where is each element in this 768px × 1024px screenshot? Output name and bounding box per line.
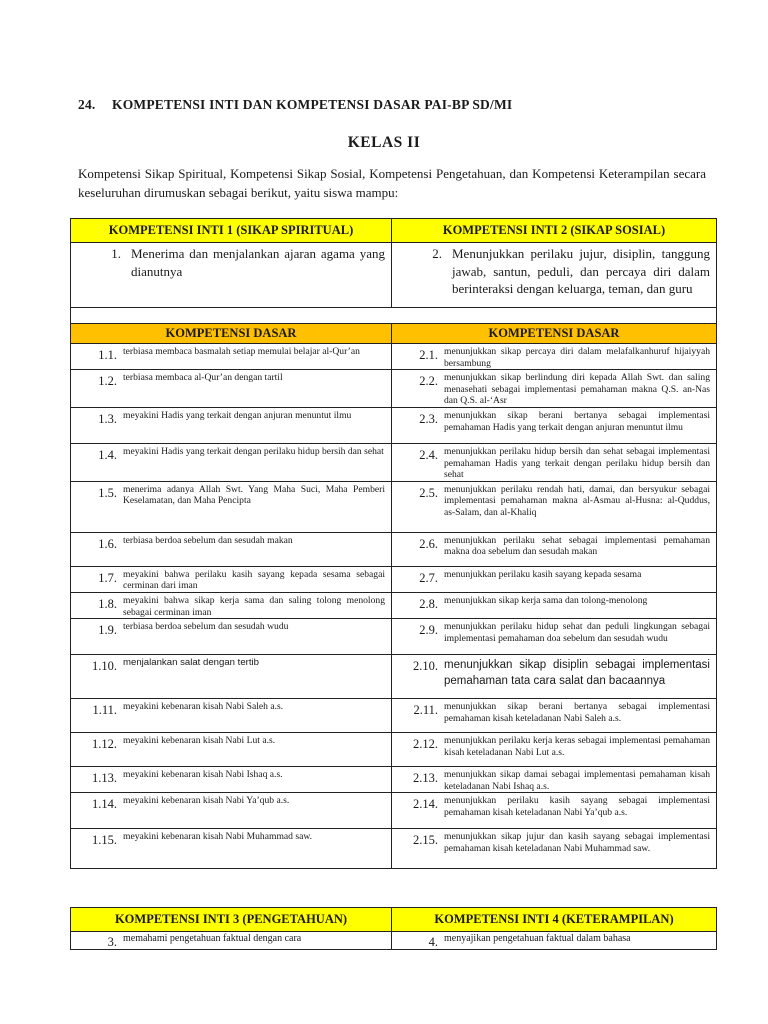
kd-row — [71, 344, 717, 370]
kd-number: 1.11. — [92, 703, 117, 718]
section-number: 24. — [78, 97, 96, 112]
kd-row — [71, 793, 717, 829]
kd-text: menunjukkan sikap berlindung diri kepada Allah Swt. dan saling menasehati sebagai implementasi pemahaman makna Q.S. an-Nas dan Q.S. al-‘Asr — [444, 372, 710, 407]
kd-cell-ki1 — [71, 532, 392, 566]
competency-table-ki3-ki4 — [70, 907, 717, 950]
ki2-header: KOMPETENSI INTI 2 (SIKAP SOSIAL) — [392, 219, 717, 243]
kd-row — [71, 829, 717, 869]
kd-cell-ki2 — [392, 733, 717, 767]
kd-header-left: KOMPETENSI DASAR — [71, 324, 392, 344]
kd-number: 1.3. — [98, 411, 117, 426]
kd-number: 1.13. — [92, 771, 117, 786]
kd-cell-ki1 — [71, 344, 392, 370]
kd-cell-ki1 — [71, 733, 392, 767]
kd-text: menjalankan salat dengan tertib — [123, 657, 260, 669]
kd-text: meyakini bahwa perilaku kasih sayang kepada sesama sebagai cerminan dari iman — [123, 568, 385, 592]
kd-number: 1.4. — [98, 447, 117, 462]
kd-text: menunjukkan perilaku sehat sebagai implementasi pemahaman makna doa sebelum dan sesudah makan — [444, 534, 710, 558]
kd-text: menunjukkan perilaku kerja keras sebagai implementasi pemahaman kisah keteladanan Nabi Lut a.s. — [444, 735, 710, 758]
kd-number: 2.4. — [419, 447, 438, 462]
ki4-text: menyajikan pengetahuan faktual dalam bahasa — [444, 933, 631, 944]
kd-cell-ki1 — [71, 370, 392, 408]
kd-number: 2.2. — [419, 374, 438, 389]
kd-cell-ki2 — [392, 481, 717, 532]
kd-number: 1.6. — [98, 536, 117, 551]
kd-row — [71, 655, 717, 699]
kd-row — [71, 733, 717, 767]
kd-number: 1.2. — [98, 374, 117, 389]
kd-cell-ki1 — [71, 481, 392, 532]
kd-text: menerima adanya Allah Swt. Yang Maha Suci, Maha Pemberi Keselamatan, dan Maha Pencipta — [123, 483, 385, 507]
kd-text: menunjukkan sikap kerja sama dan tolong-menolong — [444, 594, 648, 606]
kd-cell-ki2 — [392, 793, 717, 829]
kd-cell-ki1 — [71, 592, 392, 618]
kd-text: menunjukkan perilaku hidup sehat dan peduli lingkungan sebagai implementasi pemahaman doa sebelum dan sesudah wudu — [444, 621, 710, 644]
kd-rows — [71, 344, 717, 869]
kd-cell-ki2 — [392, 829, 717, 869]
kd-number: 1.8. — [98, 596, 117, 611]
ki4-cell — [392, 932, 717, 950]
kd-cell-ki1 — [71, 699, 392, 733]
ki4-header: KOMPETENSI INTI 4 (KETERAMPILAN) — [392, 908, 717, 932]
intro-paragraph: Kompetensi Sikap Spiritual, Kompetensi Sikap Sosial, Kompetensi Pengetahuan, dan Kompetensi Keterampilan secara keseluruhan dirumuskan sebagai berikut, yaitu siswa mampu: — [78, 166, 706, 200]
table-spacer-row — [71, 308, 717, 324]
ki3-header: KOMPETENSI INTI 3 (PENGETAHUAN) — [71, 908, 392, 932]
kd-number: 2.3. — [419, 411, 438, 426]
kd-row — [71, 592, 717, 618]
kd-text: menunjukkan sikap berani bertanya sebagai implementasi pemahaman Hadis yang terkait dengan anjuran menuntut ilmu — [444, 409, 710, 433]
kd-text: meyakini bahwa sikap kerja sama dan saling tolong menolong sebagai cerminan iman — [123, 594, 385, 618]
ki2-text: Menunjukkan perilaku jujur, disiplin, tanggung jawab, santun, peduli, dan percaya diri dalam berinteraksi dengan keluarga, teman, dan guru — [452, 246, 710, 296]
kd-row — [71, 370, 717, 408]
kd-number: 2.8. — [419, 596, 438, 611]
kd-cell-ki2 — [392, 532, 717, 566]
competency-table-ki1-ki2 — [70, 218, 717, 869]
kd-row — [71, 619, 717, 655]
kd-text: menunjukkan sikap jujur dan kasih sayang sebagai implementasi pemahaman kisah keteladanan Nabi Muhammad saw. — [444, 831, 710, 854]
kd-text: meyakini kebenaran kisah Nabi Ya’qub a.s. — [123, 795, 290, 807]
kd-number: 2.9. — [419, 623, 438, 638]
section-heading — [78, 97, 512, 113]
kd-number: 1.5. — [98, 485, 117, 500]
kd-number: 1.15. — [92, 833, 117, 848]
kd-cell-ki1 — [71, 767, 392, 793]
kd-row — [71, 699, 717, 733]
kd-cell-ki1 — [71, 566, 392, 592]
kd-cell-ki2 — [392, 619, 717, 655]
ki2-number: 2. — [432, 246, 442, 261]
kd-cell-ki2 — [392, 407, 717, 443]
kd-text: menunjukkan sikap disiplin sebagai implementasi pemahaman tata cara salat dan bacaannya — [444, 659, 710, 688]
kd-row — [71, 532, 717, 566]
kd-cell-ki2 — [392, 443, 717, 481]
kd-number: 1.1. — [98, 348, 117, 362]
ki2-cell — [392, 243, 717, 308]
kd-row — [71, 566, 717, 592]
kd-text: meyakini kebenaran kisah Nabi Lut a.s. — [123, 735, 276, 747]
kd-text: menunjukkan sikap damai sebagai implementasi pemahaman kisah keteladanan Nabi Ishaq a.s. — [444, 769, 710, 792]
kd-number: 2.11. — [413, 703, 438, 718]
ki3-cell — [71, 932, 392, 950]
kd-text: terbiasa berdoa sebelum dan sesudah makan — [123, 534, 293, 546]
ki1-text: Menerima dan menjalankan ajaran agama yang dianutnya — [131, 246, 385, 279]
ki3-text: memahami pengetahuan faktual dengan cara — [123, 933, 302, 944]
kd-number: 1.9. — [98, 623, 117, 638]
section-title: KOMPETENSI INTI DAN KOMPETENSI DASAR PAI-BP SD/MI — [112, 97, 513, 112]
kd-number: 1.10. — [92, 659, 117, 674]
kd-cell-ki2 — [392, 370, 717, 408]
kd-number: 1.7. — [98, 570, 117, 585]
ki1-header: KOMPETENSI INTI 1 (SIKAP SPIRITUAL) — [71, 219, 392, 243]
kd-text: meyakini Hadis yang terkait dengan perilaku hidup bersih dan sehat — [123, 445, 384, 457]
kd-number: 2.1. — [419, 348, 438, 362]
kd-cell-ki1 — [71, 655, 392, 699]
kd-number: 1.12. — [92, 737, 117, 752]
kd-cell-ki1 — [71, 443, 392, 481]
kd-cell-ki1 — [71, 829, 392, 869]
kd-number: 2.13. — [413, 771, 438, 786]
kd-number: 2.14. — [413, 797, 438, 812]
ki3-number: 3. — [107, 935, 117, 949]
kd-cell-ki1 — [71, 793, 392, 829]
kd-cell-ki2 — [392, 592, 717, 618]
kd-text: meyakini kebenaran kisah Nabi Ishaq a.s. — [123, 769, 283, 781]
kd-row — [71, 481, 717, 532]
kd-header-right: KOMPETENSI DASAR — [392, 324, 717, 344]
kd-row — [71, 767, 717, 793]
kd-row — [71, 443, 717, 481]
kd-number: 2.6. — [419, 536, 438, 551]
kd-number: 1.14. — [92, 797, 117, 812]
kd-cell-ki2 — [392, 767, 717, 793]
kd-text: menunjukkan perilaku rendah hati, damai, dan bersyukur sebagai implementasi pemahaman makna al-Asmau al-Husna: al-Quddus, as-Salam, dan al-Khaliq — [444, 483, 710, 518]
kd-text: menunjukkan sikap percaya diri dalam melafalkanhuruf hijaiyyah bersambung — [444, 346, 710, 369]
kd-text: menunjukkan sikap berani bertanya sebagai implementasi pemahaman kisah keteladanan Nabi Saleh a.s. — [444, 701, 710, 724]
kd-number: 2.5. — [419, 485, 438, 500]
kd-number: 2.15. — [413, 833, 438, 848]
kd-cell-ki2 — [392, 699, 717, 733]
kd-text: menunjukkan perilaku hidup bersih dan sehat sebagai implementasi pemahaman Hadis yang terkait dengan perilaku hidup bersih dan sehat — [444, 445, 710, 481]
kd-cell-ki1 — [71, 407, 392, 443]
kd-cell-ki2 — [392, 344, 717, 370]
kd-text: meyakini Hadis yang terkait dengan anjuran menuntut ilmu — [123, 409, 352, 421]
ki1-number: 1. — [111, 246, 121, 261]
kd-text: terbiasa membaca basmalah setiap memulai belajar al-Qur’an — [123, 346, 360, 357]
kd-text: meyakini kebenaran kisah Nabi Saleh a.s. — [123, 701, 284, 713]
kd-text: menunjukkan perilaku kasih sayang sebagai implementasi pemahaman kisah keteladanan Nabi Ya’qub a.s. — [444, 795, 710, 818]
kd-number: 2.10. — [413, 659, 438, 674]
kd-number: 2.7. — [419, 570, 438, 585]
kd-text: meyakini kebenaran kisah Nabi Muhammad saw. — [123, 831, 313, 843]
kd-cell-ki1 — [71, 619, 392, 655]
kd-text: terbiasa membaca al-Qur’an dengan tartil — [123, 372, 283, 384]
kd-row — [71, 407, 717, 443]
ki1-cell — [71, 243, 392, 308]
ki4-number: 4. — [428, 935, 438, 949]
class-title: KELAS II — [347, 134, 421, 151]
kd-text: terbiasa berdoa sebelum dan sesudah wudu — [123, 621, 289, 633]
kd-text: menunjukkan perilaku kasih sayang kepada sesama — [444, 568, 642, 580]
kd-cell-ki2 — [392, 655, 717, 699]
kd-cell-ki2 — [392, 566, 717, 592]
kd-number: 2.12. — [413, 737, 438, 752]
